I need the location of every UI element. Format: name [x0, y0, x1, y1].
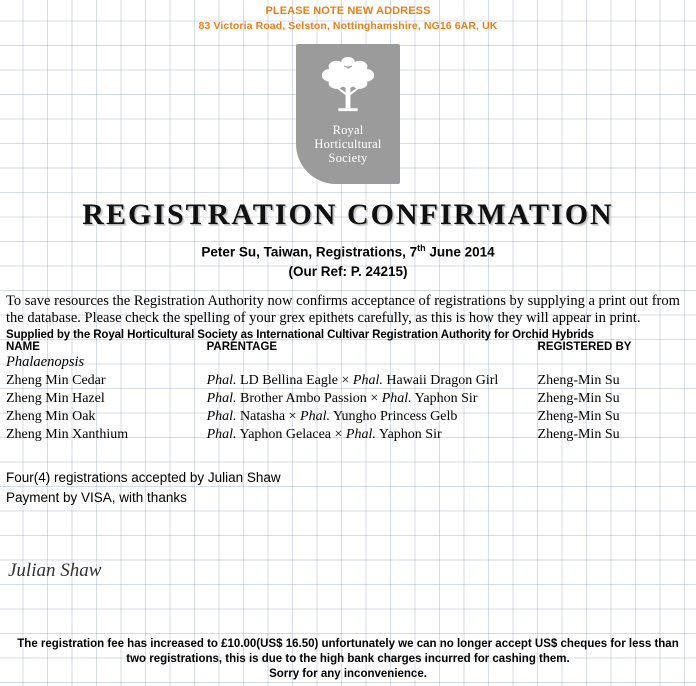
body-paragraph: To save resources the Registration Authority now confirms acceptance of registrations by supplying a print out from the database. Please check the spelling of your grex epithets carefully, as this is how they will appear in print.	[6, 292, 680, 326]
pollen-parent: Yaphon Sir	[411, 390, 478, 406]
supplied-by-line: Supplied by the Royal Horticultural Society as International Cultivar Registration Authority for Orchid Hybrids	[6, 328, 594, 341]
seed-genus: Phal.	[206, 372, 237, 388]
hybrid-group-row	[6, 353, 688, 372]
footer-notice	[0, 637, 696, 682]
seed-genus: Phal.	[206, 426, 237, 442]
row-parentage	[207, 426, 538, 444]
pollen-genus: Phal.	[345, 426, 376, 442]
address-line-1: PLEASE NOTE NEW ADDRESS	[265, 5, 431, 17]
row-parentage	[207, 372, 538, 390]
subtitle-line-1	[0, 239, 696, 262]
table-row	[6, 372, 688, 390]
seed-parent: Brother Ambo Passion	[236, 390, 371, 406]
cross-symbol: ×	[288, 408, 301, 424]
acceptance-line-1: Four(4) registrations accepted by Julian Shaw	[6, 469, 281, 485]
genus-group-label: Phalaenopsis	[6, 353, 85, 370]
table-row	[6, 426, 688, 444]
subtitle-ordinal: th	[417, 243, 426, 253]
acceptance-line-2: Payment by VISA, with thanks	[6, 489, 187, 505]
logo-line-3: Society	[328, 151, 368, 165]
pollen-genus: Phal.	[352, 372, 383, 388]
pollen-genus: Phal.	[300, 408, 330, 424]
acceptance-block	[6, 468, 690, 508]
tree-icon	[317, 54, 379, 116]
pollen-genus: Phal.	[381, 390, 412, 406]
row-registered-by: Zheng-Min Su	[537, 372, 620, 388]
seed-parent: LD Bellina Eagle	[236, 372, 342, 388]
address-line-2: 83 Victoria Road, Selston, Nottinghamshire, NG16 6AR, UK	[198, 20, 498, 32]
row-parentage	[207, 390, 538, 408]
footer-line-1: The registration fee has increased to £10.00(US$ 16.50) unfortunately we can no longer accept US$ cheques for less than	[17, 638, 679, 650]
header-registered-by: REGISTERED BY	[537, 340, 632, 353]
pollen-parent: Yaphon Sir	[375, 426, 442, 442]
row-name: Zheng Min Cedar	[6, 372, 106, 388]
row-parentage	[207, 408, 538, 426]
logo-line-1: Royal	[332, 123, 364, 137]
footer-line-2: two registrations, this is due to the high bank charges incurred for cashing them.	[126, 653, 570, 665]
page-title: REGISTRATION CONFIRMATION	[82, 198, 614, 231]
logo-container	[0, 44, 696, 184]
cross-symbol: ×	[370, 390, 382, 406]
table-header-row	[6, 341, 688, 353]
subtitle	[0, 239, 696, 281]
cross-symbol: ×	[334, 426, 346, 442]
footer-line-3: Sorry for any inconvenience.	[269, 668, 427, 680]
row-registered-by: Zheng-Min Su	[537, 426, 620, 442]
subtitle-line-2: (Our Ref: P. 24215)	[288, 263, 408, 279]
rhs-logo	[296, 44, 400, 184]
row-registered-by: Zheng-Min Su	[537, 390, 620, 406]
signature: Julian Shaw	[8, 559, 102, 581]
seed-parent: Yaphon Gelacea	[236, 426, 335, 442]
table-row	[6, 390, 688, 408]
header-name: NAME	[6, 340, 40, 353]
row-registered-by: Zheng-Min Su	[537, 408, 620, 424]
address-header	[0, 0, 696, 34]
registrations-table	[6, 341, 688, 444]
cross-symbol: ×	[341, 372, 353, 388]
row-name: Zheng Min Hazel	[6, 390, 105, 406]
subtitle-post: June 2014	[425, 244, 495, 260]
seed-genus: Phal.	[206, 408, 237, 424]
pollen-parent: Hawaii Dragon Girl	[382, 372, 499, 388]
table-row	[6, 408, 688, 426]
logo-line-2: Horticultural	[314, 137, 382, 151]
pollen-parent: Yungho Princess Gelb	[329, 408, 458, 424]
seed-parent: Natasha	[236, 408, 289, 424]
seed-genus: Phal.	[206, 390, 237, 406]
header-parentage: PARENTAGE	[206, 340, 278, 353]
subtitle-pre: Peter Su, Taiwan, Registrations, 7	[201, 244, 418, 260]
row-name: Zheng Min Xanthium	[6, 426, 129, 442]
row-name: Zheng Min Oak	[6, 408, 96, 424]
